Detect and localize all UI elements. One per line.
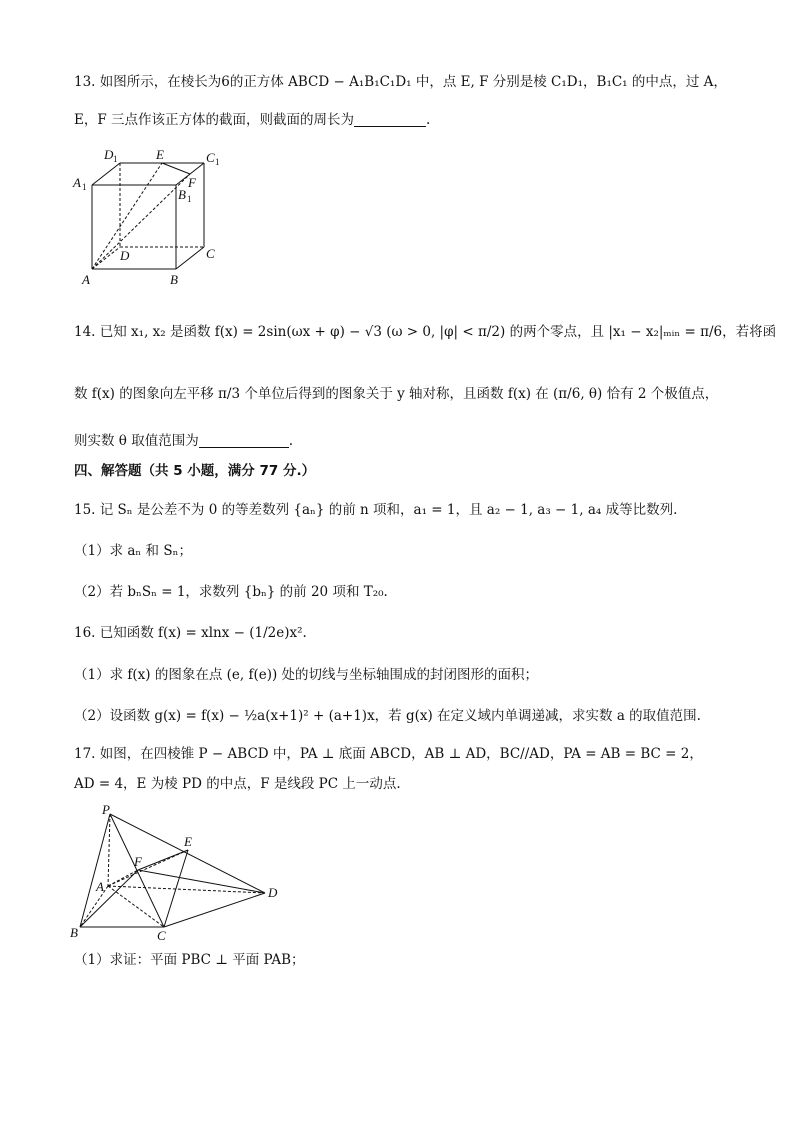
label-D1-sub: 1	[113, 154, 118, 164]
label-A1-sub: 1	[82, 182, 87, 192]
q13-line-1: 13. 如图所示，在棱长为6的正方体 ABCD − A₁B₁C₁D₁ 中，点 E, F 分别是棱 C₁D₁，B₁C₁ 的中点，过 A，	[74, 74, 727, 90]
q17-stem-2: AD = 4，E 为棱 PD 的中点，F 是线段 PC 上一动点.	[74, 776, 401, 792]
q14-line-3-text: 则实数 θ 取值范围为	[74, 433, 199, 449]
label-B: B	[170, 272, 178, 287]
answer-blank-13[interactable]	[354, 112, 426, 127]
q17-stem-1: 17. 如图，在四棱锥 P − ABCD 中，PA ⊥ 底面 ABCD，AB ⊥ AD，BC//AD，PA = AB = BC = 2，	[74, 746, 703, 762]
label-A: A	[82, 272, 90, 287]
label-D: D	[120, 248, 130, 263]
pyramid-figure	[68, 800, 288, 945]
q13-line-2	[74, 110, 430, 130]
label-F: F	[134, 854, 142, 869]
q14-line-3	[74, 431, 293, 451]
label-A: A	[96, 879, 104, 894]
label-B1-sub: 1	[187, 194, 192, 204]
label-P: P	[102, 802, 110, 817]
label-C: C	[206, 246, 215, 261]
label-B1: B	[178, 187, 186, 202]
label-E: E	[156, 147, 164, 162]
answer-blank-14[interactable]	[199, 433, 289, 448]
q16-stem: 16. 已知函数 f(x) = xlnx − (1/2e)x².	[74, 625, 307, 641]
q13-line-2-end: .	[426, 112, 431, 128]
label-D: D	[268, 885, 278, 900]
q17-part-1: （1）求证：平面 PBC ⊥ 平面 PAB；	[74, 952, 305, 968]
section-heading: 四、解答题（共 5 小题，满分 77 分.）	[74, 463, 316, 479]
q14-line-2: 数 f(x) 的图象向左平移 π/3 个单位后得到的图象关于 y 轴对称，且函数 f(x) 在 (π/6, θ) 恰有 2 个极值点，	[74, 386, 719, 402]
label-B: B	[70, 925, 78, 940]
q16-part-2: （2）设函数 g(x) = f(x) − ½a(x+1)² + (a+1)x，若 g(x) 在定义域内单调递减，求实数 a 的取值范围.	[74, 708, 701, 724]
label-F: F	[188, 175, 196, 190]
label-E: E	[184, 834, 192, 849]
label-C: C	[157, 928, 166, 943]
label-A1: A	[73, 175, 81, 190]
cube-figure	[70, 145, 230, 290]
q14-line-1: 14. 已知 x₁, x₂ 是函数 f(x) = 2sin(ωx + φ) − √3 (ω > 0, |φ| < π/2) 的两个零点，且 |x₁ − x₂|ₘᵢₙ = π/6，若将函	[74, 324, 777, 340]
label-C1-sub: 1	[215, 157, 220, 167]
label-D1: D	[104, 147, 114, 162]
q15-part-1: （1）求 aₙ 和 Sₙ；	[74, 543, 192, 559]
q16-part-1: （1）求 f(x) 的图象在点 (e, f(e)) 处的切线与坐标轴围成的封闭图形的面积；	[74, 667, 539, 683]
label-C1: C	[206, 150, 215, 165]
q13-line-2-text: E，F 三点作该正方体的截面，则截面的周长为	[74, 112, 355, 128]
q15-part-2: （2）若 bₙSₙ = 1，求数列 {bₙ} 的前 20 项和 T₂₀.	[74, 584, 388, 600]
q15-stem: 15. 记 Sₙ 是公差不为 0 的等差数列 {aₙ} 的前 n 项和，a₁ = 1，且 a₂ − 1, a₃ − 1, a₄ 成等比数列.	[74, 502, 678, 518]
q14-line-3-end: .	[288, 433, 294, 449]
